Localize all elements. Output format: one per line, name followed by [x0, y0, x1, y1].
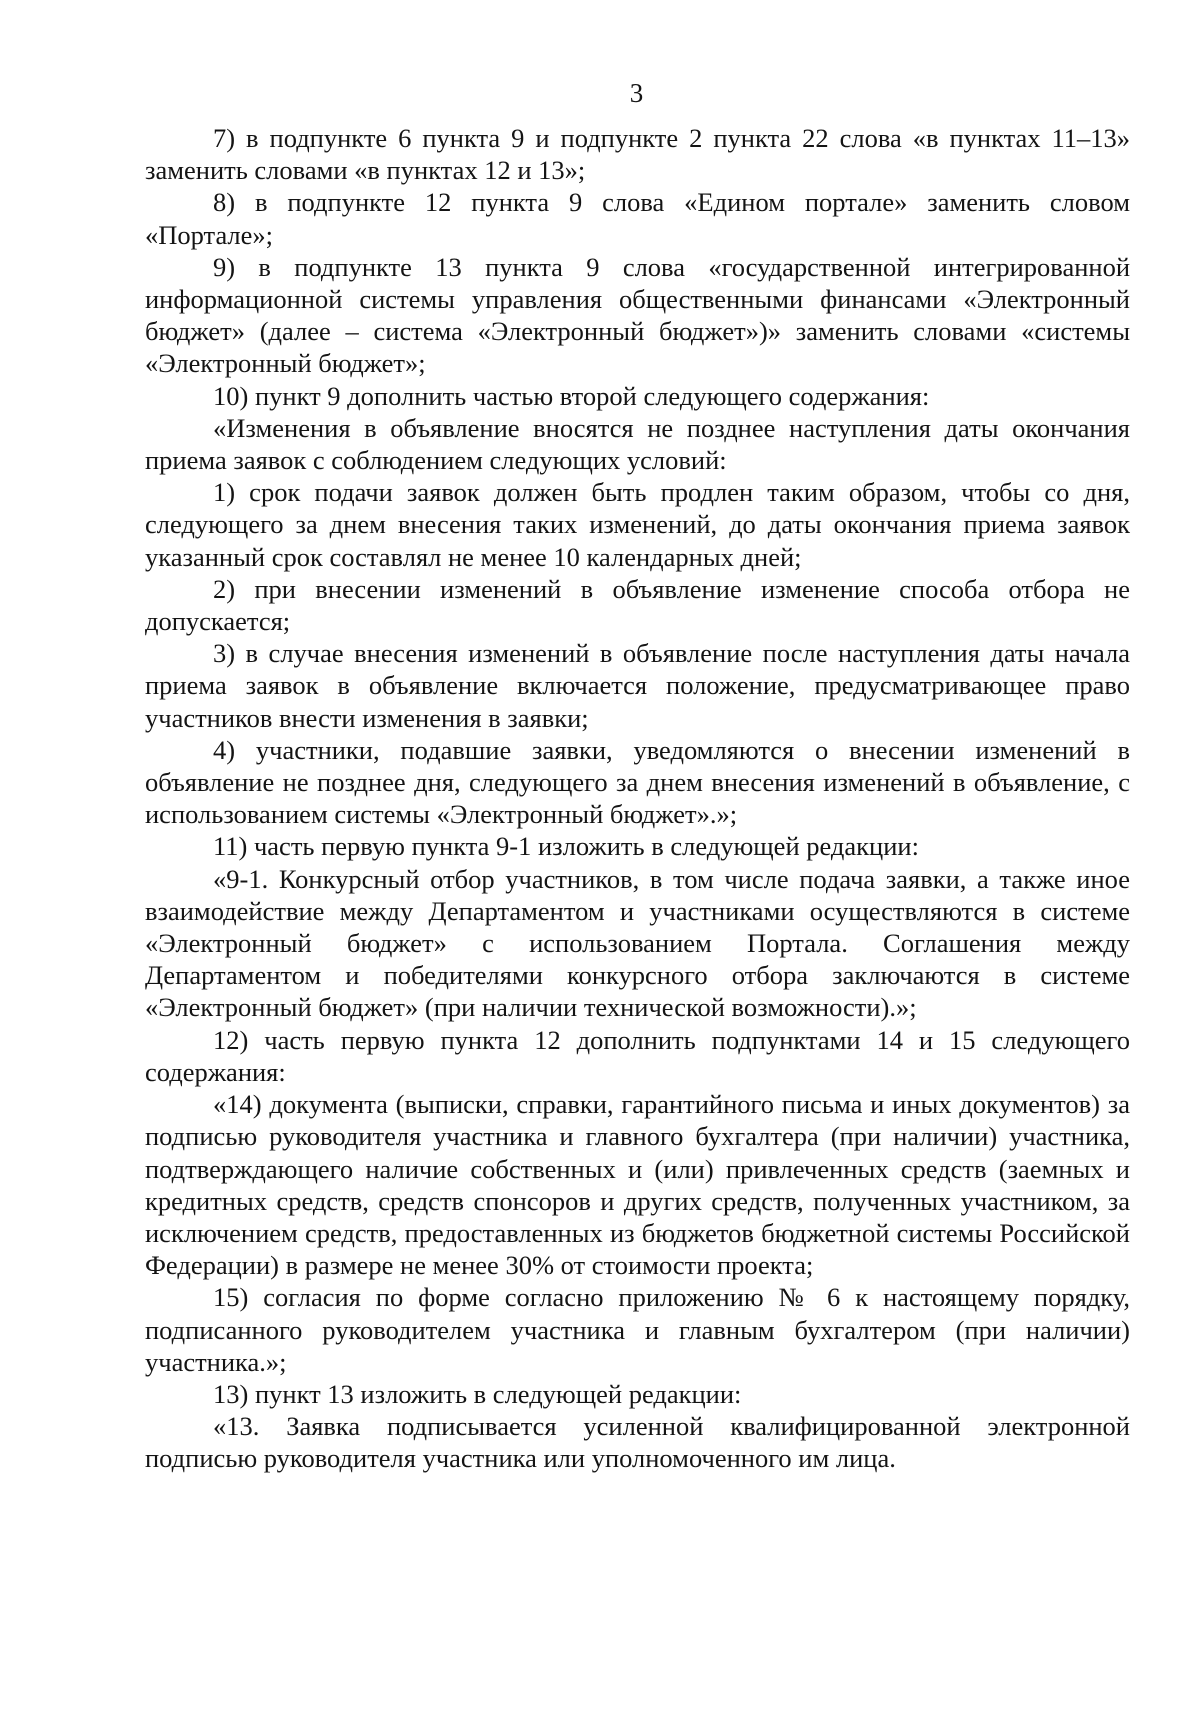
- paragraph-item-13: 13) пункт 13 изложить в следующей редакции:: [213, 1378, 742, 1409]
- paragraph-item-10: 10) пункт 9 дополнить частью второй следующего содержания:: [213, 380, 930, 411]
- quoted-paragraph-intro: «Изменения в объявление вносятся не позднее наступления даты окончания приема заявок с соблюдением следующих условий:: [145, 412, 1130, 476]
- subitem-14: «14) документа (выписки, справки, гарантийного письма и иных документов) за подписью руководителя участника и главного бухгалтера (при наличии) участника, подтверждающего наличие собственных и (или) привлеченных средств (заемных и кредитных средств, средств спонсоров и других средств, полученных участником, за исключением средств, предоставленных из бюджетов бюджетной системы Российской Федерации) в размере не менее 30% от стоимости проекта;: [145, 1089, 1130, 1281]
- paragraph-item-11: 11) часть первую пункта 9-1 изложить в следующей редакции:: [213, 831, 919, 862]
- condition-item-2: 2) при внесении изменений в объявление изменение способа отбора не допускается;: [145, 573, 1130, 637]
- document-body: [145, 122, 1130, 1475]
- paragraph-item-7: 7) в подпункте 6 пункта 9 и подпункте 2 пункта 22 слова «в пунктах 11–13» заменить словами «в пунктах 12 и 13»;: [145, 123, 1130, 186]
- quoted-paragraph-13: «13. Заявка подписывается усиленной квалифицированной электронной подписью руководителя участника или уполномоченного им лица.: [145, 1411, 1130, 1474]
- condition-item-1: 1) срок подачи заявок должен быть продлен таким образом, чтобы со дня, следующего за днем внесения таких изменений, до даты окончания приема заявок указанный срок составлял не менее 10 календарных дней;: [145, 477, 1130, 572]
- condition-item-4: 4) участники, подавшие заявки, уведомляются о внесении изменений в объявление не позднее дня, следующего за днем внесения изменений в объявление, с использованием системы «Электронный бюджет».»;: [145, 734, 1130, 830]
- paragraph-item-9: 9) в подпункте 13 пункта 9 слова «государственной интегрированной информационной системы управления общественными финансами «Электронный бюджет» (далее – система «Электронный бюджет»)» заменить словами «системы «Электронный бюджет»;: [145, 251, 1130, 379]
- subitem-15: 15) согласия по форме согласно приложению № 6 к настоящему порядку, подписанного руководителем участника и главным бухгалтером (при наличии) участника.»;: [145, 1282, 1130, 1377]
- page-number: 3: [629, 78, 644, 108]
- quoted-paragraph-9-1: «9-1. Конкурсный отбор участников, в том числе подача заявки, а также иное взаимодействие между Департаментом и участниками осуществляются в системе «Электронный бюджет» с использованием Портала. Соглашения между Департаментом и победителями конкурсного отбора заключаются в системе «Электронный бюджет» (при наличии технической возможности).»;: [145, 863, 1130, 1023]
- paragraph-item-12: 12) часть первую пункта 12 дополнить подпунктами 14 и 15 следующего содержания:: [145, 1024, 1130, 1087]
- paragraph-item-8: 8) в подпункте 12 пункта 9 слова «Едином портале» заменить словом «Портале»;: [145, 187, 1130, 250]
- condition-item-3: 3) в случае внесения изменений в объявление после наступления даты начала приема заявок в объявление включается положение, предусматривающее право участников внести изменения в заявки;: [145, 638, 1130, 733]
